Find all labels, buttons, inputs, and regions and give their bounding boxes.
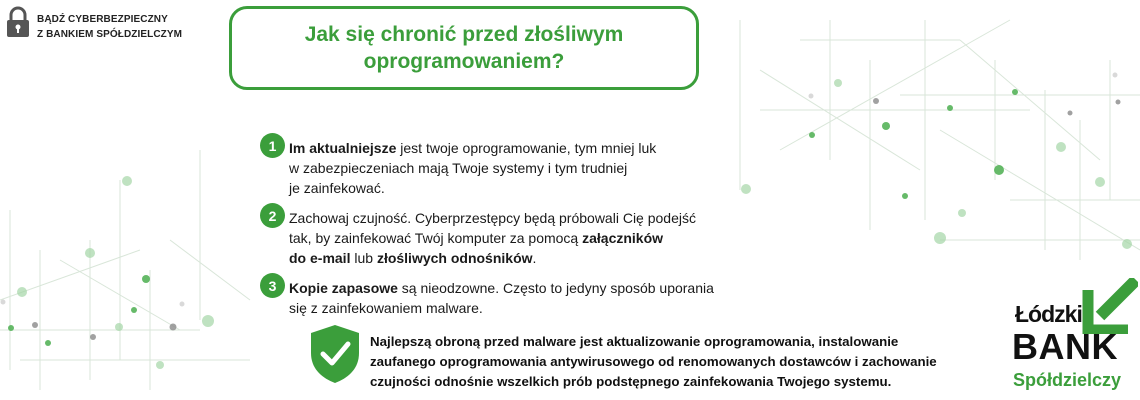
tip-text-2 [289, 208, 696, 268]
bank-logo [1010, 278, 1138, 400]
shield-check-icon [308, 323, 362, 385]
summary-line-3: czujności odnośnie wszelkich prób podstępnego zainfekowania Twojego systemu. [370, 374, 892, 389]
logo-word-spoldzielczy: Spółdzielczy [1013, 370, 1122, 390]
title-box [229, 6, 699, 90]
logo-word-bank: BANK [1012, 326, 1118, 367]
page-title [305, 21, 624, 75]
tip-3-strong: Kopie zapasowe [289, 280, 398, 296]
badge-line-2: Z BANKIEM SPÓŁDZIELCZYM [37, 29, 183, 40]
cyber-badge-text [37, 12, 182, 42]
tip-2-strong-links: złośliwych odnośników [376, 250, 533, 266]
tip-1-line-2: w zabezpieczeniach mają Twoje systemy i tym trudniej [289, 160, 628, 176]
tip-number-3: 3 [260, 273, 285, 298]
tip-2-strong-email: do e-mail [289, 250, 351, 266]
badge-line-1: BĄDŹ CYBERBEZPIECZNY [37, 14, 168, 25]
tip-2-text-2: tak, by zainfekować Twój komputer za pomocą [289, 230, 583, 246]
tip-item-1 [260, 138, 656, 198]
summary-line-2: zaufanego oprogramowania antywirusowego od renomowanych dostawców i zachowanie [370, 354, 937, 369]
logo-word-lodzki: Łódzki [1015, 301, 1082, 327]
tip-1-strong: Im aktualniejsze [289, 140, 397, 156]
tip-number-2: 2 [260, 203, 285, 228]
tip-text-1 [289, 138, 656, 198]
tip-item-3 [260, 278, 714, 318]
tip-2-text-3: lub [350, 250, 377, 266]
tip-3-text: są nieodzowne. Często to jedyny sposób uporania [397, 280, 714, 296]
tip-2-text-4: . [532, 250, 537, 266]
tip-1-text: jest twoje oprogramowanie, tym mniej luk [396, 140, 657, 156]
summary-text [370, 332, 970, 392]
cyber-badge [6, 6, 182, 42]
tip-item-2 [260, 208, 696, 268]
tip-1-line-3: je zainfekować. [289, 180, 385, 196]
tip-2-line-1: Zachowaj czujność. Cyberprzestępcy będą próbowali Cię podejść [289, 210, 696, 226]
tip-2-strong-attachments: załączników [582, 230, 664, 246]
title-line-2: oprogramowaniem? [363, 50, 565, 73]
tip-text-3 [289, 278, 714, 318]
summary-line-1: Najlepszą obroną przed malware jest aktualizowanie oprogramowania, instalowanie [370, 334, 899, 349]
lock-icon [6, 6, 30, 38]
tip-number-1: 1 [260, 133, 285, 158]
title-line-1: Jak się chronić przed złośliwym [304, 23, 624, 46]
tip-3-line-2: się z zainfekowaniem malware. [289, 300, 483, 316]
